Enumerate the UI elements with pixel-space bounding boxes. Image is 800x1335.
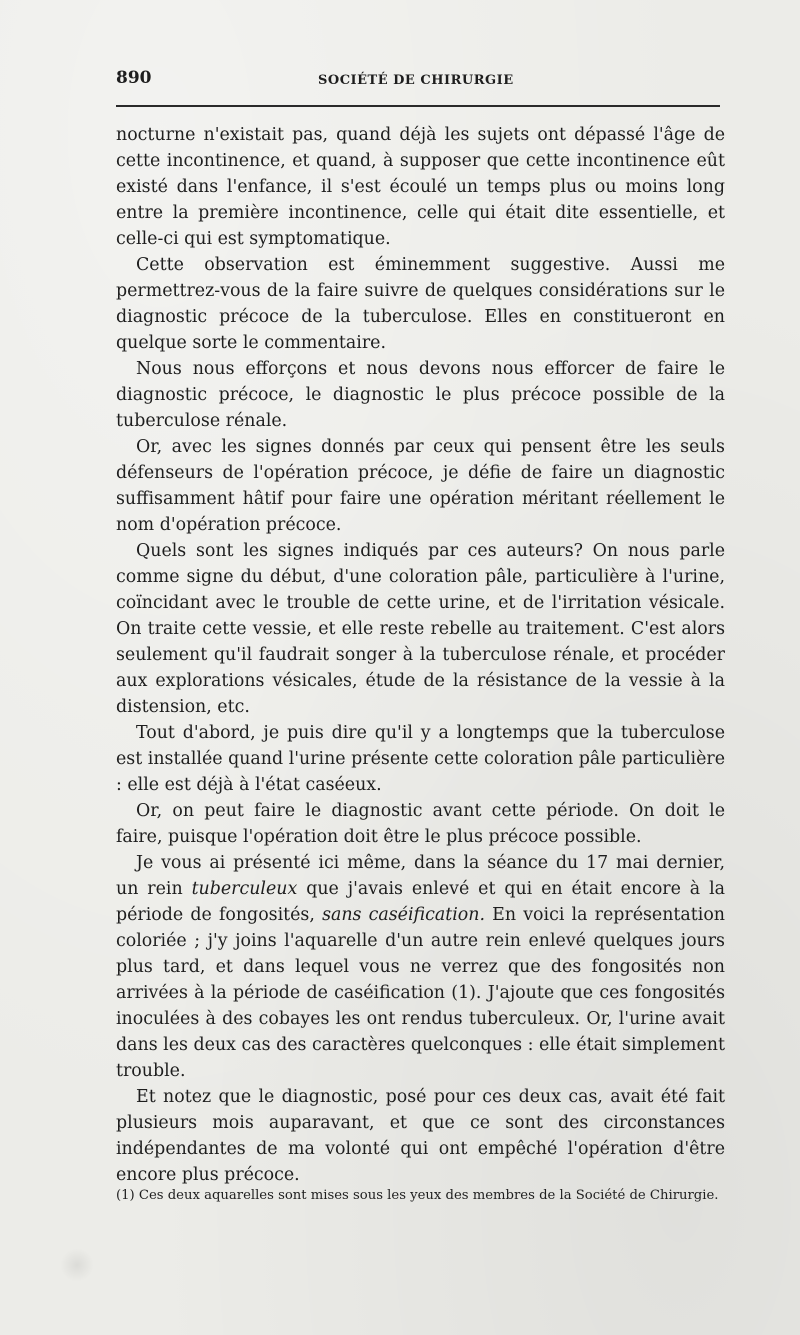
paragraph-text: Quels sont les signes indiqués par ces auteurs? On nous parle comme signe du début, d'une coloration pâle, particulière à l'urine, coïncidant avec le trouble de cette urine, et de l'irritation vésicale. On traite cette vessie, et elle reste rebelle au traitement. C'est alors seulement qu'il faudrait songer à la tuberculose rénale, et procéder aux explorations vésicales, étude de la résistance de la vessie à la distension, etc. <box>116 541 725 717</box>
paragraph-text: que j'avais enlevé et qui en était encore à la période de fongosités, <box>116 879 726 925</box>
paragraph-text: Or, on peut faire le diagnostic avant cette période. On doit le faire, puisque l'opération doit être le plus précoce possible. <box>116 801 725 847</box>
footnote-text: Ces deux aquarelles sont mises sous les yeux des membres de la Société de Chirurgie. <box>134 1188 719 1203</box>
running-title: SOCIÉTÉ DE CHIRURGIE <box>318 73 514 88</box>
paragraph-text: Nous nous efforçons et nous devons nous efforcer de faire le diagnostic précoce, le diagnostic le plus précoce possible de la tuberculose rénale. <box>116 359 725 431</box>
paragraph <box>116 538 725 720</box>
italic-text: tuberculeux <box>191 879 298 899</box>
paragraph <box>116 356 725 434</box>
paragraph-text: Or, avec les signes donnés par ceux qui pensent être les seuls défenseurs de l'opération précoce, je défie de faire un diagnostic suffisamment hâtif pour faire une opération méritant réellement le nom d'opération précoce. <box>116 437 725 535</box>
page-header <box>116 68 720 98</box>
paper-stain <box>60 1248 94 1282</box>
paragraph <box>116 1084 725 1188</box>
paragraph-text: Je vous ai présenté ici même, dans la séance du 17 mai dernier, un rein <box>116 853 725 899</box>
paragraph <box>116 850 725 1084</box>
paragraph-text: Cette observation est éminemment suggestive. Aussi me permettrez-vous de la faire suivre de quelques considérations sur le diagnostic précoce de la tuberculose. Elles en constitueront en quelque sorte le commentaire. <box>116 255 725 353</box>
body-text <box>116 122 725 1188</box>
italic-text: sans caséification. <box>322 905 485 925</box>
paragraph-text: En voici la représentation coloriée ; j'y joins l'aquarelle d'un autre rein enlevé quelques jours plus tard, et dans lequel vous ne verrez que des fongosités non arrivées à la période de caséification (1). J'ajoute que ces fongosités inoculées à des cobayes les ont rendus tuberculeux. Or, l'urine avait dans les deux cas des caractères quelconques : elle était simplement trouble. <box>116 905 725 1081</box>
page-number: 890 <box>116 68 152 88</box>
paragraph <box>116 434 725 538</box>
footnote <box>116 1186 725 1205</box>
paragraph-text: Tout d'abord, je puis dire qu'il y a longtemps que la tuberculose est installée quand l'urine présente cette coloration pâle particulière : elle est déjà à l'état caséeux. <box>116 723 725 795</box>
paragraph-text: nocturne n'existait pas, quand déjà les sujets ont dépassé l'âge de cette incontinence, et quand, à supposer que cette incontinence eût existé dans l'enfance, il s'est écoulé un temps plus ou moins long entre la première incontinence, celle qui était dite essentielle, et celle-ci qui est symptomatique. <box>116 125 725 249</box>
paragraph <box>116 122 725 252</box>
footnote-marker: (1) <box>116 1188 135 1203</box>
paragraph <box>116 252 725 356</box>
header-rule <box>116 105 720 107</box>
paragraph <box>116 720 725 798</box>
paragraph <box>116 798 725 850</box>
paragraph-text: Et notez que le diagnostic, posé pour ces deux cas, avait été fait plusieurs mois auparavant, et que ce sont des circonstances indépendantes de ma volonté qui ont empêché l'opération d'être encore plus précoce. <box>116 1087 725 1185</box>
